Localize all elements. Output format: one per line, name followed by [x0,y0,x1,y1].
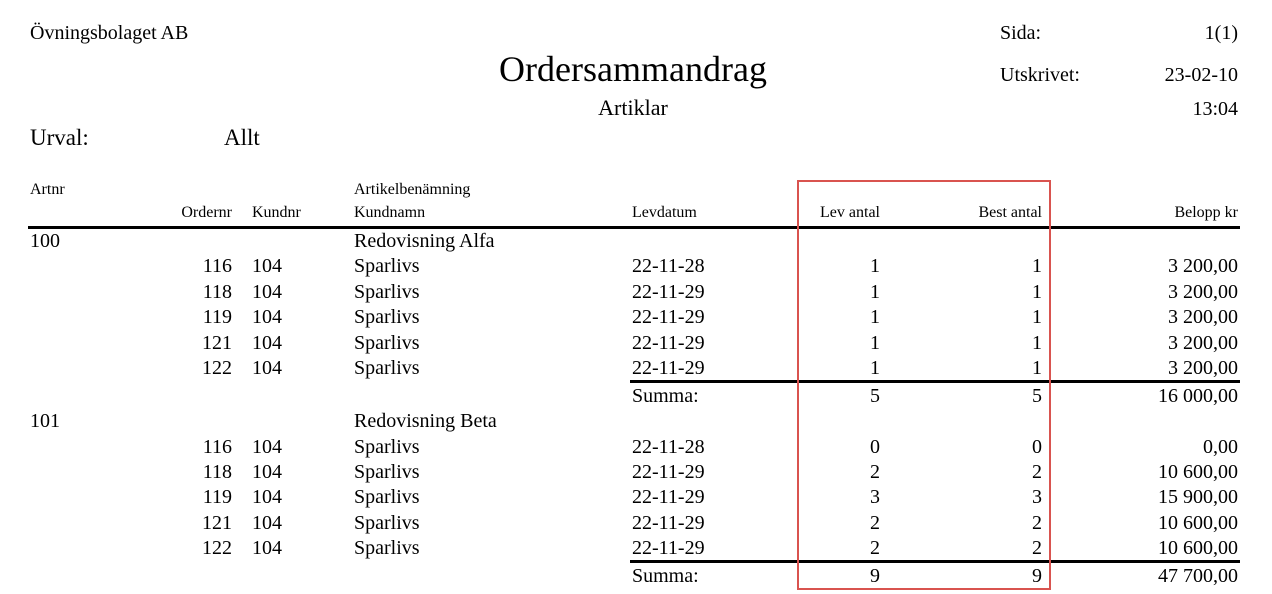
company-name: Övningsbolaget AB [30,22,189,44]
cell-best-antal: 2 [1032,461,1042,483]
cell-levdatum: 22-11-29 [632,461,705,483]
cell-kundnr: 104 [252,255,282,277]
sum-row [0,564,1272,589]
cell-kundnamn: Sparlivs [354,537,420,559]
group-header-row [0,409,1272,434]
sum-divider [630,560,1240,563]
cell-lev-antal: 3 [870,486,880,508]
selection-value: Allt [224,125,260,150]
cell-lev-antal: 1 [870,357,880,379]
cell-kundnr: 104 [252,461,282,483]
printed-label: Utskrivet: [1000,64,1080,86]
cell-lev-antal: 2 [870,461,880,483]
cell-belopp: 0,00 [1203,436,1238,458]
cell-belopp: 3 200,00 [1168,306,1238,328]
selection-label: Urval: [30,125,89,150]
cell-kundnr: 104 [252,512,282,534]
cell-belopp: 3 200,00 [1168,281,1238,303]
page-label: Sida: [1000,22,1042,44]
cell-kundnamn: Sparlivs [354,436,420,458]
cell-best-antal: 2 [1032,537,1042,559]
col-header-levdatum: Levdatum [632,204,697,221]
col-header-artikel: Artikelbenämning [354,181,471,198]
sum-divider [630,380,1240,383]
cell-ordernr: 121 [202,512,232,534]
col-header-ordernr: Ordernr [181,204,232,221]
cell-levdatum: 22-11-29 [632,332,705,354]
printed-time: 13:04 [1192,98,1238,120]
cell-ordernr: 118 [202,461,232,483]
cell-levdatum: 22-11-29 [632,512,705,534]
col-header-best-antal: Best antal [978,204,1042,221]
table-row [0,254,1272,279]
cell-kundnr: 104 [252,281,282,303]
report-subtitle: Artiklar [598,95,668,120]
cell-kundnr: 104 [252,306,282,328]
cell-ordernr: 116 [202,255,232,277]
cell-best-antal: 1 [1032,357,1042,379]
cell-lev-antal: 1 [870,281,880,303]
cell-belopp: 3 200,00 [1168,255,1238,277]
cell-kundnr: 104 [252,486,282,508]
cell-kundnamn: Sparlivs [354,281,420,303]
cell-levdatum: 22-11-29 [632,357,705,379]
col-header-lev-antal: Lev antal [820,204,880,221]
cell-belopp: 15 900,00 [1158,486,1238,508]
sum-belopp: 16 000,00 [1158,385,1238,407]
table-row [0,460,1272,485]
table-row [0,280,1272,305]
group-article-name: Redovisning Beta [354,410,497,432]
sum-lev-antal: 5 [870,385,880,407]
cell-kundnr: 104 [252,357,282,379]
cell-belopp: 10 600,00 [1158,512,1238,534]
table-row [0,435,1272,460]
cell-best-antal: 0 [1032,436,1042,458]
cell-best-antal: 1 [1032,255,1042,277]
cell-lev-antal: 1 [870,255,880,277]
cell-lev-antal: 1 [870,332,880,354]
printed-date: 23-02-10 [1164,64,1238,86]
cell-kundnamn: Sparlivs [354,306,420,328]
group-artnr: 100 [30,230,60,252]
cell-best-antal: 1 [1032,306,1042,328]
report-title: Ordersammandrag [499,49,767,89]
cell-levdatum: 22-11-29 [632,306,705,328]
table-row [0,485,1272,510]
sum-label: Summa: [632,565,699,587]
table-row [0,331,1272,356]
cell-kundnamn: Sparlivs [354,486,420,508]
cell-ordernr: 119 [202,306,232,328]
cell-ordernr: 122 [202,357,232,379]
table-row [0,511,1272,536]
cell-belopp: 3 200,00 [1168,332,1238,354]
cell-best-antal: 1 [1032,281,1042,303]
cell-kundnr: 104 [252,332,282,354]
cell-kundnamn: Sparlivs [354,357,420,379]
cell-best-antal: 2 [1032,512,1042,534]
sum-label: Summa: [632,385,699,407]
sum-belopp: 47 700,00 [1158,565,1238,587]
cell-belopp: 10 600,00 [1158,537,1238,559]
cell-lev-antal: 2 [870,512,880,534]
cell-best-antal: 1 [1032,332,1042,354]
cell-kundnamn: Sparlivs [354,461,420,483]
cell-best-antal: 3 [1032,486,1042,508]
cell-ordernr: 116 [202,436,232,458]
sum-best-antal: 9 [1032,565,1042,587]
group-artnr: 101 [30,410,60,432]
cell-lev-antal: 1 [870,306,880,328]
col-header-artnr: Artnr [30,181,65,198]
table-row [0,536,1272,561]
cell-kundnamn: Sparlivs [354,255,420,277]
cell-belopp: 3 200,00 [1168,357,1238,379]
sum-row [0,384,1272,409]
cell-levdatum: 22-11-28 [632,436,705,458]
table-row [0,305,1272,330]
group-article-name: Redovisning Alfa [354,230,495,252]
cell-levdatum: 22-11-29 [632,486,705,508]
cell-lev-antal: 0 [870,436,880,458]
cell-lev-antal: 2 [870,537,880,559]
cell-kundnr: 104 [252,537,282,559]
group-header-row [0,229,1272,254]
col-header-kundnamn: Kundnamn [354,204,426,221]
cell-ordernr: 121 [202,332,232,354]
cell-ordernr: 122 [202,537,232,559]
page-number: 1(1) [1204,22,1238,44]
sum-best-antal: 5 [1032,385,1042,407]
cell-kundnr: 104 [252,436,282,458]
cell-kundnamn: Sparlivs [354,332,420,354]
table-row [0,356,1272,381]
col-header-kundnr: Kundnr [252,204,301,221]
cell-levdatum: 22-11-29 [632,281,705,303]
cell-kundnamn: Sparlivs [354,512,420,534]
cell-belopp: 10 600,00 [1158,461,1238,483]
cell-levdatum: 22-11-29 [632,537,705,559]
cell-ordernr: 118 [202,281,232,303]
cell-levdatum: 22-11-28 [632,255,705,277]
sum-lev-antal: 9 [870,565,880,587]
col-header-belopp: Belopp kr [1174,204,1238,221]
cell-ordernr: 119 [202,486,232,508]
